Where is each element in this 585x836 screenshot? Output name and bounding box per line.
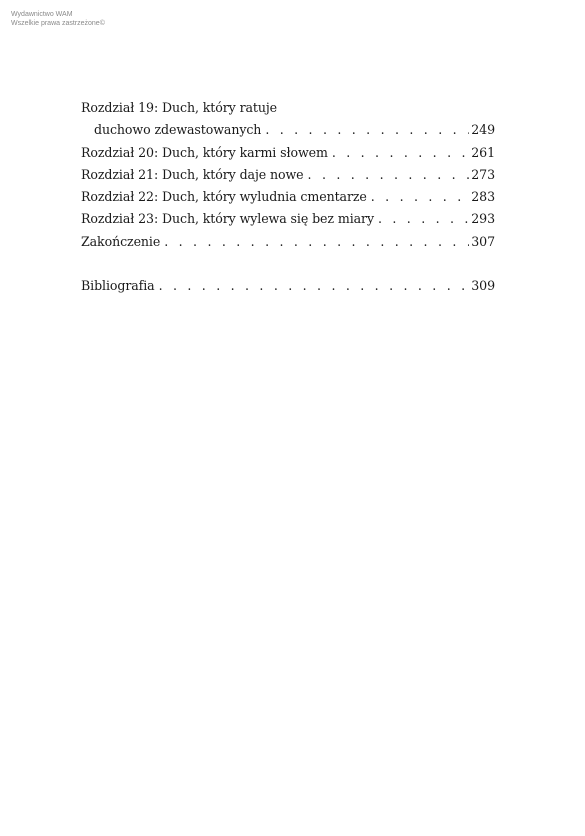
toc-entry-bibliography[interactable] — [81, 275, 495, 297]
toc-entry-title: Zakończenie — [81, 233, 161, 249]
toc-entry-title: Rozdział 22: Duch, który wyludnia cmentarze — [81, 189, 367, 205]
toc-entry-chapter-22[interactable] — [81, 186, 495, 208]
toc-entry-chapter-23[interactable] — [81, 208, 495, 230]
toc-entry-conclusion[interactable] — [81, 231, 495, 253]
publisher-name: Wydawnictwo WAM — [11, 11, 73, 18]
dot-leader — [378, 208, 469, 230]
dot-leader — [371, 186, 469, 208]
toc-entry-title: Bibliografia — [81, 278, 155, 294]
copyright-note — [11, 10, 105, 28]
rights-notice: Wszelkie prawa zastrzeżone© — [11, 20, 105, 27]
toc-entry-title: Rozdział 20: Duch, który karmi słowem — [81, 144, 328, 160]
dot-leader — [159, 275, 470, 297]
toc-entry-title: duchowo zdewastowanych — [94, 122, 262, 138]
dot-leader — [308, 164, 470, 186]
toc-entry-chapter-21[interactable] — [81, 164, 495, 186]
toc-entry-page: 283 — [471, 189, 495, 205]
dot-leader — [265, 119, 469, 141]
toc-entry-chapter-19-line-1 — [81, 97, 495, 119]
dot-leader — [332, 142, 469, 164]
toc-entry-chapter-19[interactable] — [81, 119, 495, 141]
toc-entry-page: 249 — [471, 122, 495, 138]
toc-entry-title: Rozdział 23: Duch, który wylewa się bez miary — [81, 211, 374, 227]
toc-entry-title: Rozdział 19: Duch, który ratuje — [81, 100, 278, 115]
table-of-contents — [81, 97, 495, 297]
toc-entry-page: 309 — [471, 278, 495, 294]
toc-entry-page: 273 — [471, 166, 495, 182]
toc-entry-page: 293 — [471, 211, 495, 227]
toc-entry-page: 307 — [471, 233, 495, 249]
toc-entry-page: 261 — [471, 144, 495, 160]
toc-entry-chapter-20[interactable] — [81, 142, 495, 164]
toc-entry-title: Rozdział 21: Duch, który daje nowe — [81, 166, 304, 182]
dot-leader — [164, 231, 469, 253]
